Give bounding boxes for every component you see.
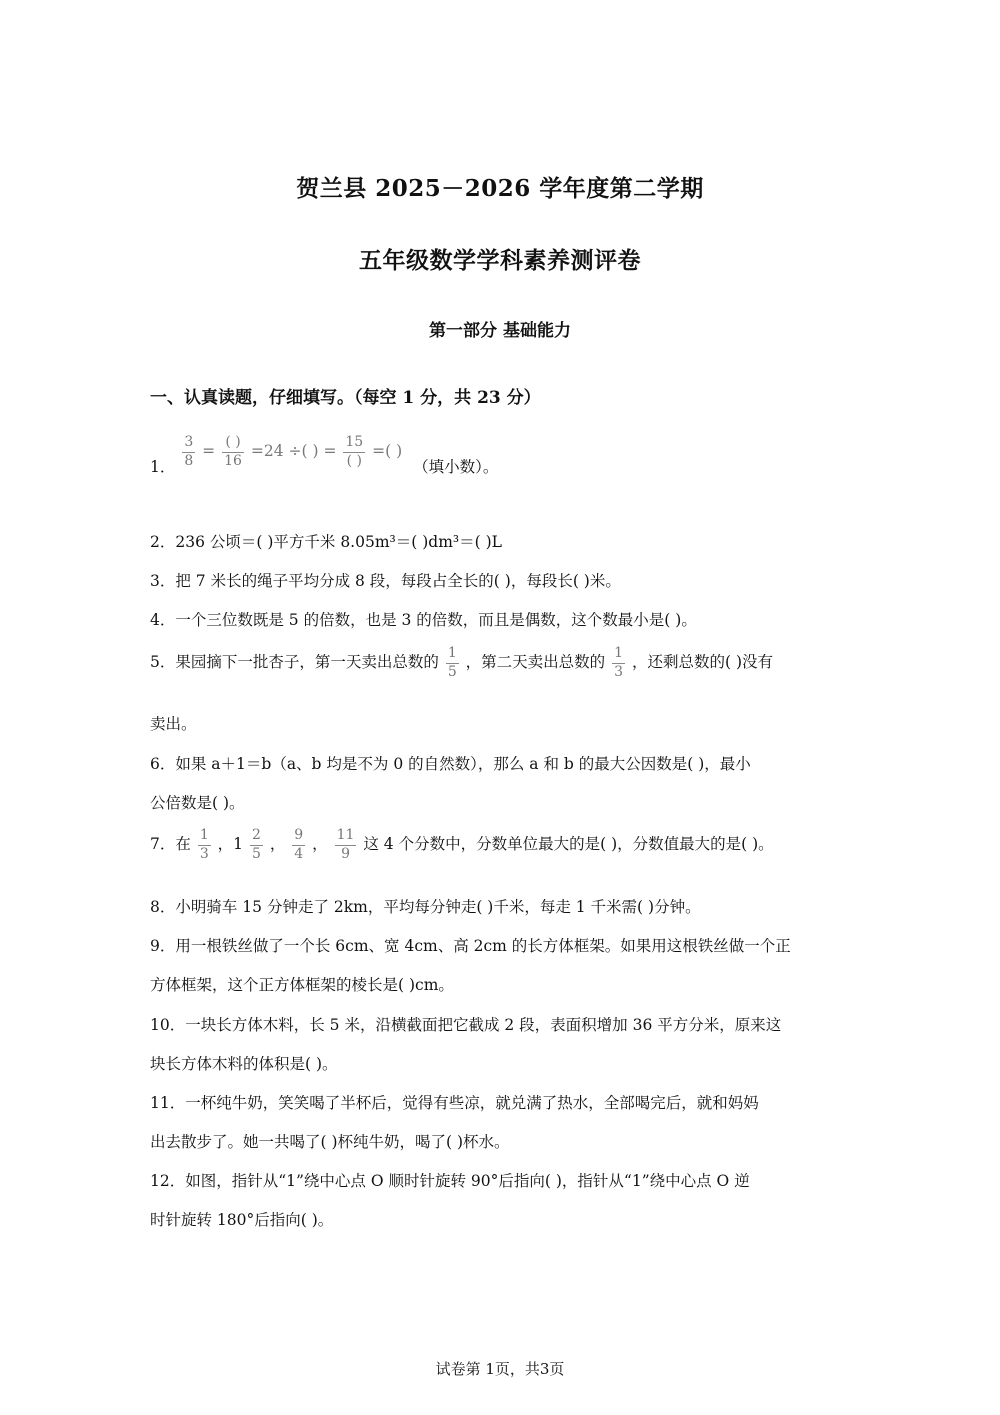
- question-5-line2: 卖出。: [150, 715, 197, 733]
- fraction: $\frac{1}{3}$: [199, 827, 209, 862]
- question-1: [150, 434, 499, 476]
- fraction: $\frac{2}{5}$: [251, 827, 261, 862]
- question-11: 11．一杯纯牛奶，笑笑喝了半杯后，觉得有些凉，就兑满了热水，全部喝完后，就和妈妈: [150, 1094, 759, 1112]
- equation-middle: =24 ÷( ) =: [250, 442, 337, 460]
- fraction: $\frac{1}{5}$: [447, 645, 457, 680]
- question-number: 1．: [150, 458, 176, 476]
- fraction: $\frac{3}{8}$: [184, 434, 194, 469]
- question-7: 7．在 $\frac{1}{3}$ ，1 $\frac{2}{5}$ ， $\frac{9}{4}$ ， $\frac{11}{9}$ 这 4 个分数中，分数单位最大的是( )，分数值最大的是( )。: [150, 827, 774, 862]
- question-6-line2: 公倍数是( )。: [150, 794, 245, 812]
- fraction: $\frac{1}{3}$: [614, 645, 624, 680]
- question-6: 6．如果 a＋1＝b（a、b 均是不为 0 的自然数），那么 a 和 b 的最大公因数是( )，最小: [150, 755, 751, 773]
- fraction: $\frac{9}{4}$: [294, 827, 304, 862]
- fraction: $\frac{11}{9}$: [336, 827, 355, 862]
- question-9: 9．用一根铁丝做了一个长 6cm、宽 4cm、高 2cm 的长方体框架。如果用这根铁丝做一个正: [150, 937, 791, 955]
- question-8: 8．小明骑车 15 分钟走了 2km，平均每分钟走( )千米，每走 1 千米需( )分钟。: [150, 898, 701, 916]
- question-12: 12．如图，指针从“1”绕中心点 O 顺时针旋转 90°后指向( )，指针从“1”绕中心点 O 逆: [150, 1172, 750, 1190]
- question-9-line2: 方体框架，这个正方体框架的棱长是( )cm。: [150, 976, 454, 994]
- question-11-line2: 出去散步了。她一共喝了( )杯纯牛奶，喝了( )杯水。: [150, 1133, 510, 1151]
- equation-tail: =( ): [372, 442, 403, 460]
- question-12-line2: 时针旋转 180°后指向( )。: [150, 1211, 334, 1229]
- fraction: $\frac{( )}{16}$: [224, 434, 242, 469]
- question-10: 10．一块长方体木料，长 5 米，沿横截面把它截成 2 段，表面积增加 36 平方分米，原来这: [150, 1016, 782, 1034]
- question-4: 4．一个三位数既是 5 的倍数，也是 3 的倍数，而且是偶数，这个数最小是( )。: [150, 611, 697, 629]
- exam-title-line1: 贺兰县 2025－2026 学年度第二学期: [296, 175, 704, 202]
- question-2: 2．236 公顷＝( )平方千米 8.05m³＝( )dm³＝( )L: [150, 533, 502, 551]
- fill-decimal-note: （填小数）。: [413, 458, 499, 476]
- section-heading: 一、认真读题，仔细填写。（每空 1 分，共 23 分）: [150, 388, 541, 408]
- page-footer: 试卷第 1页，共3页: [435, 1360, 565, 1378]
- question-3: 3．把 7 米长的绳子平均分成 8 段，每段占全长的( )，每段长( )米。: [150, 572, 621, 590]
- part-title: 第一部分 基础能力: [429, 321, 571, 341]
- fraction: $\frac{15}{( )}$: [345, 434, 364, 469]
- question-5: 5．果园摘下一批杏子，第一天卖出总数的 $\frac{1}{5}$ ，第二天卖出总数的 $\frac{1}{3}$ ，还剩总数的( )没有: [150, 645, 774, 680]
- equals-sign: =: [202, 442, 216, 460]
- question-10-line2: 块长方体木料的体积是( )。: [150, 1055, 338, 1073]
- exam-title-line2: 五年级数学学科素养测评卷: [359, 247, 641, 274]
